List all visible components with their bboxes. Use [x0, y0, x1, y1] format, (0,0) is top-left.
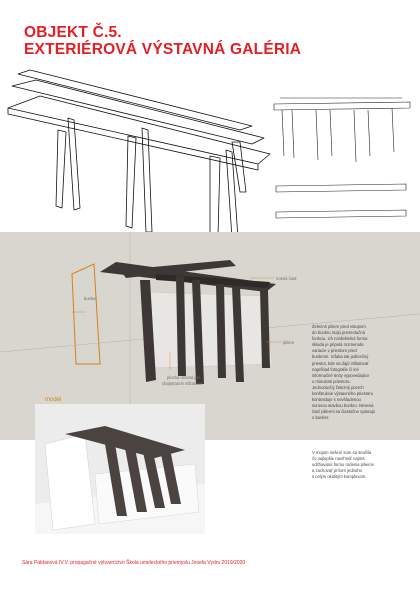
model-label: model — [45, 397, 62, 403]
description-line: Jednoduchý železný povrch — [312, 384, 364, 390]
description-line: napríklad fotografie či iné — [312, 366, 359, 372]
description-line: bunkrom. Vďaka tak jedinečný — [312, 354, 369, 360]
description-line: o minulosti priestoru. — [312, 378, 351, 384]
description-line: funkciu, ich rozdelitelná forma — [312, 336, 368, 342]
description-line: kontrastuje s nevhladenou — [312, 397, 361, 403]
description-line: konštrukcie výstavného priestoru — [312, 391, 373, 397]
description-line: surovou stavbou bunkru. Nesená — [312, 403, 374, 409]
footer-credit: Sára Paldanová IV.V. propagačné výtvarníctvo Škola umeleckého priemyslu Josefa Vydru 2019/2020 — [22, 560, 246, 566]
title-line-1: OBJEKT Č.5. — [24, 24, 122, 41]
elevation-sketch-bottom — [272, 178, 412, 224]
description-line: do bunkru majú prezentačnú — [312, 330, 366, 336]
label-plocha-line-1: plocha určená pre — [167, 375, 201, 380]
label-plocha-line-2: obojstranné inštalácie — [162, 381, 203, 386]
description-line: a zachovať prírom jednoho — [312, 468, 362, 474]
description-line: Železné piliere pred vstupom — [312, 324, 366, 329]
description-line: variacie v priestore pred — [312, 348, 357, 354]
description-line: časť piliermi sa čiastočne opierajú — [312, 409, 376, 415]
description-line: s celým okolitým komplexom. — [312, 474, 367, 480]
description-line: udržiavanú formu rodenia pilierov — [312, 462, 374, 468]
description-line: priestor, kde sa dajú inštalovať — [312, 360, 369, 366]
description-line: o bunker. — [312, 415, 330, 421]
label-bunker: bunker — [84, 296, 97, 301]
page-title — [24, 24, 301, 58]
perspective-line-sketch — [0, 60, 280, 240]
model-photo — [35, 404, 205, 534]
model-photo-drawing — [35, 404, 205, 534]
structure-render — [60, 252, 290, 392]
elevation-sketch-top — [272, 96, 412, 168]
description-line: informačné texty vypovedajúce — [312, 372, 370, 378]
description-text-2 — [312, 450, 408, 480]
description-text — [312, 324, 408, 422]
title-line-2: EXTERIÉROVÁ VÝSTAVNÁ GALÉRIA — [24, 41, 302, 58]
label-piliere: piliere — [283, 340, 295, 345]
description-line: čo najlepšie navrhnúť najmä — [312, 456, 365, 462]
description-line: sklada je priputá rozmerode — [312, 342, 364, 348]
description-line: V mojom riešení som sa snažila — [312, 450, 372, 455]
label-nosna-cast: nosná časť — [276, 276, 297, 281]
